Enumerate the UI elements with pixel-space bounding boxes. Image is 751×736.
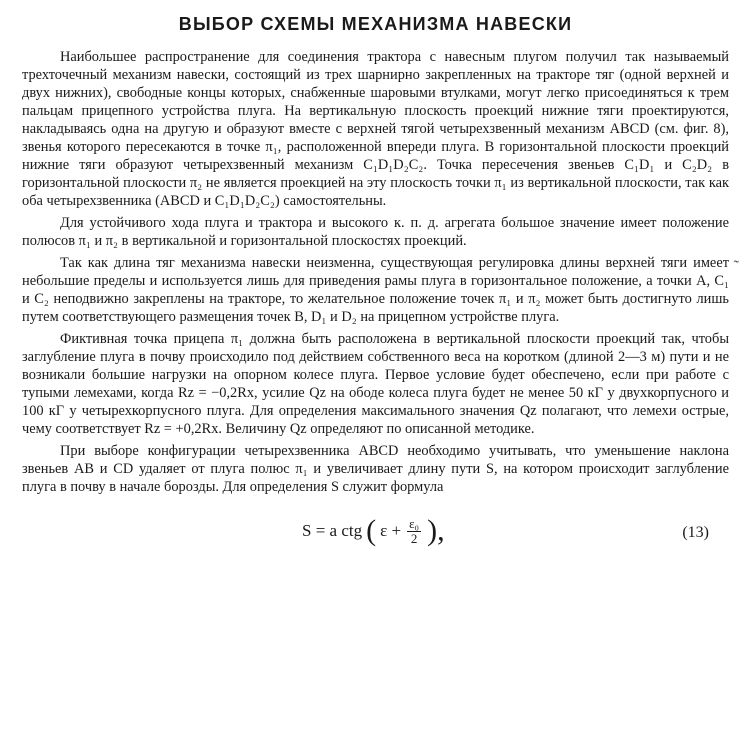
fraction-numerator: ε₀	[409, 515, 420, 531]
section-title: ВЫБОР СХЕМЫ МЕХАНИЗМА НАВЕСКИ	[178, 14, 573, 34]
formula-body	[302, 516, 445, 546]
fraction-denominator: 2	[410, 530, 418, 546]
paragraph-2: Для устойчивого хода плуга и трактора и высокого к. п. д. агрегата большое значение имеет положение полюсов π₁ и π₂ в вертикальной и горизонтальной плоскостях проекций.	[22, 215, 729, 249]
formula-open-paren: (	[366, 514, 377, 547]
formula-fraction	[407, 517, 421, 546]
formula-epsilon: ε +	[380, 521, 402, 540]
paragraph-5: При выборе конфигурации четырехзвенника ABCD необходимо учитывать, что уменьшение наклона звеньев AB и CD удаляет от плуга полюс π₁ и увеличивает длину пути S, на котором происходит заглубление плуга в почву в начале борозды. Для определения S служит формула	[22, 443, 729, 495]
paragraph-1: Наибольшее распространение для соединения трактора с навесным плугом получил так называемый трехточечный механизм навески, состоящий из трех шарнирно закрепленных на тракторе тяг (одной верхней и двух нижних), свободные концы которых, снабженные шаровыми втулками, могут легко присоединяться к трем пальцам прицепного устройства плуга. На вертикальную плоскость проекций нижние тяги проектируются, накладываясь одна на другую и образуют вместе с верхней тягой четырехзвенный механизм ABCD (см. фиг. 8), звенья которого пересекаются в точке π₁, расположенной впереди плуга. В горизонтальной плоскости проекций нижние тяги образуют четырехзвенный механизм C₁D₁D₂C₂. Точка пересечения звеньев C₁D₁ и C₂D₂ в горизонтальной плоскости π₂ не является проекцией на эту плоскость точки π₁ из вертикальной плоскости, так как оба четырехзвенника (ABCD и C₁D₁D₂C₂) самостоятельны.	[22, 49, 729, 209]
margin-mark: ˜	[733, 258, 739, 275]
formula-lhs: S = a ctg	[302, 521, 363, 540]
paragraph-3: Так как длина тяг механизма навески неизменна, существующая регулировка длины верхней тяги имеет небольшие пределы и используется лишь для приведения рамы плуга в горизонтальное положение, а точки A, C₁ и C₂ неподвижно закреплены на тракторе, то желательное положение точек π₁ и π₂ может быть достигнуто лишь путем соответствующего размещения точек B, D₁ и D₂ на прицепном устройстве плуга.	[22, 255, 729, 325]
formula-close-paren: ),	[427, 514, 445, 547]
formula-13	[22, 510, 729, 562]
paragraph-4: Фиктивная точка прицепа π₁ должна быть расположена в вертикальной плоскости проекций так, чтобы заглубление плуга в почву происходило под действием собственного веса на коротком (длиной 2—3 м) пути и не возникали большие нагрузки на опорном колесе плуга. Первое условие будет обеспечено, если при работе с тупыми лемехами, когда Rz = −0,2Rx, усилие Qz на ободе колеса плуга будет не менее 50 кГ у двухкорпусного и 100 кГ у четырехкорпусного плуга. Для определения максимального значения Qz полагают, что лемехи острые, чему соответствует Rz = +0,2Rx. Величину Qz определяют по описанной методике.	[22, 331, 729, 437]
equation-number: (13)	[682, 524, 709, 541]
